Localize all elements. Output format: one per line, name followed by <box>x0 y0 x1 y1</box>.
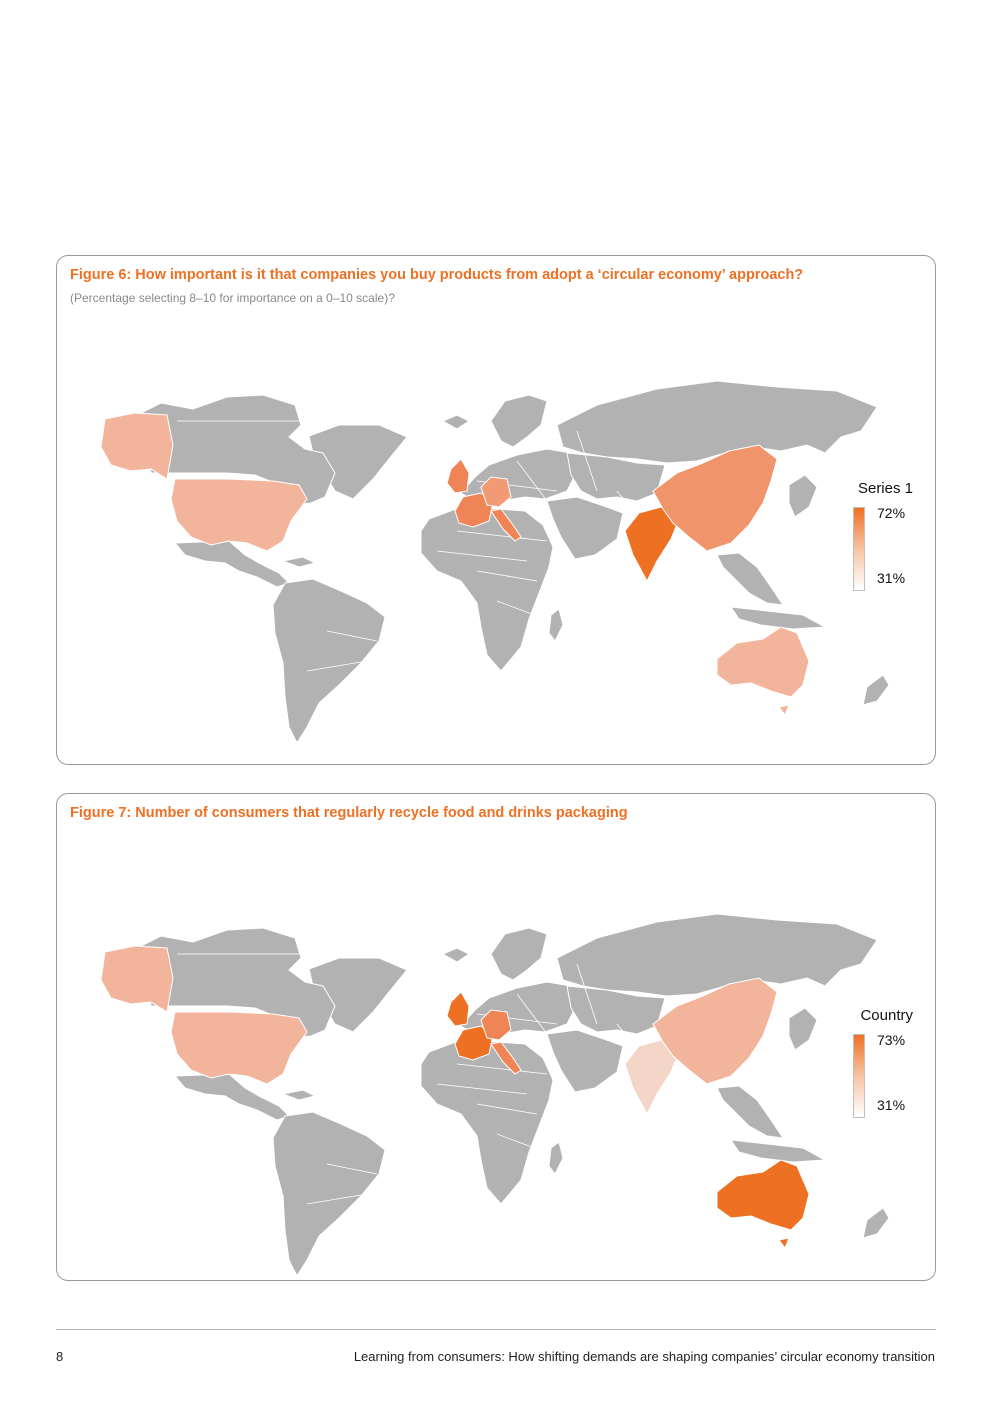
caribbean-shape <box>283 1090 315 1100</box>
japan-shape <box>789 1008 817 1050</box>
japan-shape <box>789 475 817 517</box>
caribbean-shape <box>283 557 315 567</box>
russia-shape <box>557 381 877 463</box>
middle-east-shape <box>547 1030 623 1092</box>
figure-subtitle: (Percentage selecting 8–10 for importance on a 0–10 scale)? <box>70 291 395 305</box>
usa-shape <box>171 479 307 551</box>
legend-min-label: 31% <box>877 570 906 586</box>
footer-title: Learning from consumers: How shifting demands are shaping companies’ circular economy transition <box>353 1349 935 1364</box>
color-legend <box>851 480 921 600</box>
legend-max-label: 73% <box>877 1032 906 1048</box>
tasmania-shape <box>779 1238 789 1248</box>
scandinavia-shape <box>491 395 547 447</box>
legend-gradient-bar <box>853 1034 865 1118</box>
russia-shape <box>557 914 877 996</box>
figure-title: Figure 7: Number of consumers that regularly recycle food and drinks packaging <box>70 805 628 821</box>
south-america-shape <box>273 1112 385 1274</box>
iceland-shape <box>443 948 469 962</box>
africa-shape <box>421 1040 553 1204</box>
iceland-shape <box>443 415 469 429</box>
alaska-shape <box>101 946 173 1012</box>
tasmania-shape <box>779 705 789 715</box>
alaska-shape <box>101 413 173 479</box>
africa-shape <box>421 507 553 671</box>
world-map <box>77 341 907 746</box>
figure-title: Figure 6: How important is it that companies you buy products from adopt a ‘circular economy’ approach? <box>70 267 804 283</box>
page-number: 8 <box>56 1349 64 1364</box>
footer-divider <box>56 1329 936 1330</box>
madagascar-shape <box>549 1142 563 1174</box>
australia-shape <box>717 627 809 697</box>
world-map-svg <box>77 341 907 741</box>
legend-gradient-bar <box>853 507 865 591</box>
middle-east-shape <box>547 497 623 559</box>
world-map <box>77 874 907 1279</box>
legend-min-label: 31% <box>877 1097 906 1113</box>
uk-shape <box>447 459 469 493</box>
world-map-svg <box>77 874 907 1274</box>
scandinavia-shape <box>491 928 547 980</box>
southeast-asia-shape <box>717 1086 783 1138</box>
uk-shape <box>447 992 469 1026</box>
southeast-asia-shape <box>717 553 783 605</box>
madagascar-shape <box>549 609 563 641</box>
legend-title: Series 1 <box>857 480 913 497</box>
color-legend <box>851 1007 921 1127</box>
legend-max-label: 72% <box>877 505 906 521</box>
new-zealand-shape <box>863 675 889 705</box>
legend-title: Country <box>860 1007 913 1024</box>
figure-7-panel <box>56 793 936 1281</box>
australia-shape <box>717 1160 809 1230</box>
indonesia-shape <box>731 607 825 629</box>
new-zealand-shape <box>863 1208 889 1238</box>
indonesia-shape <box>731 1140 825 1162</box>
usa-shape <box>171 1012 307 1084</box>
south-america-shape <box>273 579 385 741</box>
figure-6-panel <box>56 255 936 765</box>
